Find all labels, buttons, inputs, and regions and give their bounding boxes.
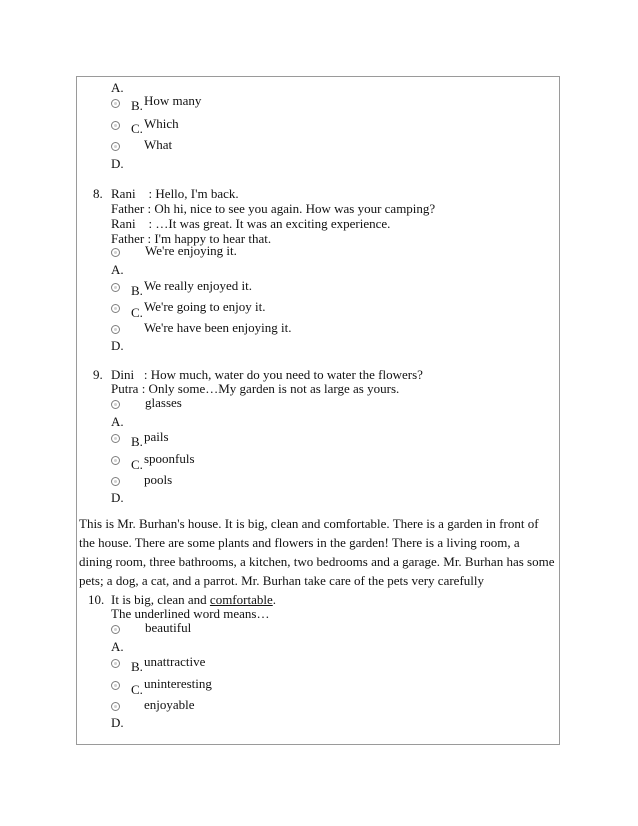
option-letter-c: C. bbox=[131, 121, 143, 136]
radio-button-c[interactable] bbox=[111, 681, 120, 690]
option-text-b: unattractive bbox=[144, 654, 206, 669]
radio-button-b[interactable] bbox=[111, 434, 120, 443]
dialog-line: Rani : …It was great. It was an exciting experience. bbox=[111, 216, 391, 231]
question-stem bbox=[111, 592, 276, 607]
radio-button-b[interactable] bbox=[111, 99, 120, 108]
option-text-d: enjoyable bbox=[144, 697, 195, 712]
option-letter-b: B. bbox=[131, 434, 143, 449]
option-letter-d: D. bbox=[111, 715, 124, 730]
radio-button-a[interactable] bbox=[111, 625, 120, 634]
option-text-b: We really enjoyed it. bbox=[144, 278, 252, 293]
option-text-d: What bbox=[144, 137, 173, 152]
radio-button-c[interactable] bbox=[111, 121, 120, 130]
option-letter-c: C. bbox=[131, 457, 143, 472]
option-letter-a: A. bbox=[111, 262, 124, 277]
radio-button-d[interactable] bbox=[111, 142, 120, 151]
question-number: 10. bbox=[88, 592, 105, 607]
option-letter-c: C. bbox=[131, 682, 143, 697]
option-letter-d: D. bbox=[111, 338, 124, 353]
radio-button-d[interactable] bbox=[111, 477, 120, 486]
question-number: 9. bbox=[93, 367, 103, 382]
reading-passage: This is Mr. Burhan's house. It is big, clean and comfortable. There is a garden in front of the house. There are some plants and flowers in the garden! There is a living room, a dining room, three bathrooms, a kitchen, two bedrooms and a garage. Mr. Burhan has some pets; a dog, a cat, and a parrot. Mr. Burhan take care of the pets very carefully bbox=[79, 516, 555, 588]
option-text-a: We're enjoying it. bbox=[145, 243, 237, 258]
page-border bbox=[76, 76, 560, 745]
dialog-line: Father : Oh hi, nice to see you again. How was your camping? bbox=[111, 201, 436, 216]
option-letter-b: B. bbox=[131, 659, 143, 674]
option-letter-c: C. bbox=[131, 305, 143, 320]
radio-button-b[interactable] bbox=[111, 659, 120, 668]
question-prompt: The underlined word means… bbox=[111, 606, 270, 621]
underlined-word: comfortable bbox=[209, 592, 273, 607]
option-text-b: How many bbox=[144, 93, 202, 108]
option-letter-a: A. bbox=[111, 80, 124, 95]
option-text-a: glasses bbox=[145, 395, 182, 410]
option-letter-d: D. bbox=[111, 156, 124, 171]
option-letter-a: A. bbox=[111, 414, 124, 429]
option-text-a: beautiful bbox=[145, 620, 192, 635]
radio-button-c[interactable] bbox=[111, 304, 120, 313]
option-text-d: pools bbox=[144, 472, 173, 487]
radio-button-b[interactable] bbox=[111, 283, 120, 292]
dialog-line: Rani : Hello, I'm back. bbox=[111, 186, 239, 201]
option-letter-d: D. bbox=[111, 490, 124, 505]
radio-button-a[interactable] bbox=[111, 248, 120, 257]
radio-button-c[interactable] bbox=[111, 456, 120, 465]
stem-text: It is big, clean and bbox=[111, 592, 210, 607]
option-letter-b: B. bbox=[131, 98, 143, 113]
option-text-c: We're going to enjoy it. bbox=[144, 299, 266, 314]
option-text-c: spoonfuls bbox=[144, 451, 195, 466]
stem-punctuation: . bbox=[272, 592, 276, 607]
dialog-line: Father : I'm happy to hear that. bbox=[111, 231, 272, 246]
option-text-b: pails bbox=[144, 429, 169, 444]
dialog-line: Putra : Only some…My garden is not as large as yours. bbox=[111, 381, 400, 396]
question-number: 8. bbox=[93, 186, 103, 201]
radio-button-d[interactable] bbox=[111, 702, 120, 711]
radio-button-d[interactable] bbox=[111, 325, 120, 334]
radio-button-a[interactable] bbox=[111, 400, 120, 409]
dialog-line: Dini : How much, water do you need to water the flowers? bbox=[111, 367, 423, 382]
option-text-d: We're have been enjoying it. bbox=[144, 320, 292, 335]
option-letter-a: A. bbox=[111, 639, 124, 654]
option-text-c: Which bbox=[144, 116, 179, 131]
option-letter-b: B. bbox=[131, 283, 143, 298]
option-text-c: uninteresting bbox=[144, 676, 212, 691]
